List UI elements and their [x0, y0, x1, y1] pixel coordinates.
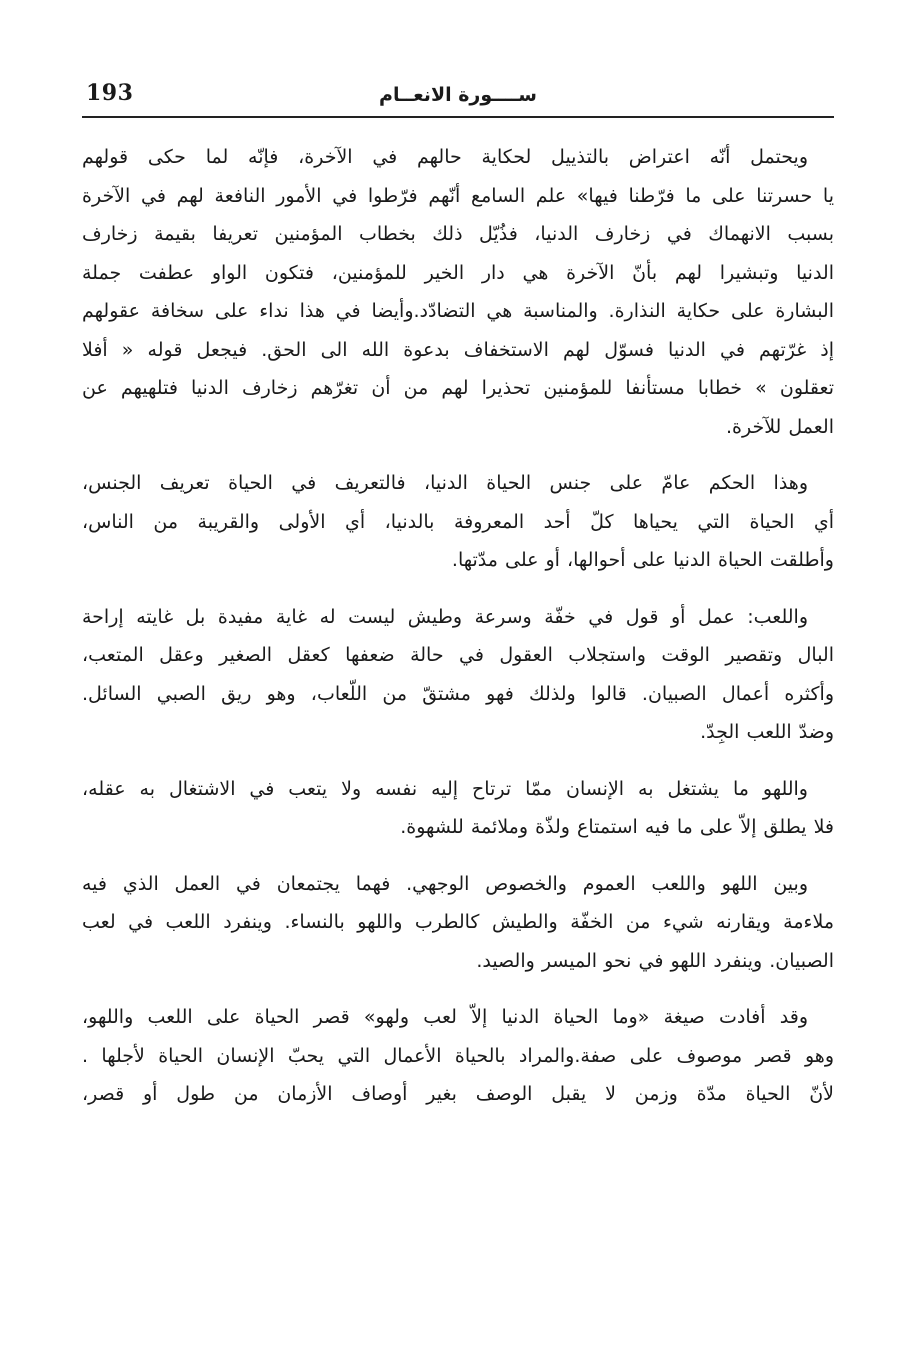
text-line: واللهو ما يشتغل به الإنسان ممّا ترتاح إليه نفسه ولا يتعب في الاشتغال به عقله،	[82, 777, 808, 800]
text-line: وقد أفادت صيغة «وما الحياة الدنيا إلاّ لعب ولهو» قصر الحياة على اللعب واللهو،	[82, 1006, 808, 1028]
text-line: فلا يطلق إلاّ على ما فيه استمتاع ولذّة وملائمة للشهوة.	[400, 816, 834, 838]
text-line: وبين اللهو واللعب العموم والخصوص الوجهي. فهما يجتمعان في العمل الذي فيه	[82, 872, 808, 895]
text-line: يا حسرتنا على ما فرّطنا فيها» علم السامع أنّهم فرّطوا في الأمور النافعة لهم في الآخرة	[82, 184, 834, 207]
text-line: الدنيا وتبشيرا لهم بأنّ الآخرة هي دار الخير للمؤمنين، فتكون الواو عطفت جملة	[82, 261, 834, 284]
page-header	[82, 78, 834, 118]
page-number: 193	[86, 80, 134, 106]
text-line: إذ غرّتهم في الدنيا فسوّل لهم الاستخفاف بدعوة الله الى الحق. فيجعل قوله « أفلا	[82, 338, 834, 361]
text-line: العمل للآخرة.	[726, 415, 834, 438]
text-line: وضدّ اللعب الجِدّ.	[700, 721, 834, 743]
text-line: لأنّ الحياة مدّة وزمن لا يقبل الوصف بغير أوصاف الأزمان من طول أو قصر،	[82, 1083, 834, 1105]
text-line: البشارة على حكاية النذارة. والمناسبة هي التضادّد.وأيضا في هذا نداء على سخافة عقولهم	[82, 300, 834, 322]
text-line: بسبب الانهماك في زخارف الدنيا، فذُيّل ذلك بخطاب المؤمنين تعريفا بقيمة زخارف	[82, 223, 834, 245]
text-line: البال وتقصير الوقت واستجلاب العقول في حالة ضعفها كعقل الصغير وعقل المتعب،	[82, 644, 834, 666]
page-body	[82, 138, 834, 1114]
running-title: ســــورة الانعــام	[379, 84, 537, 106]
paragraph	[82, 598, 834, 752]
text-line: وأكثره أعمال الصبيان. قالوا ولذلك فهو مشتقّ من اللّعاب، وهو ريق الصبي السائل.	[82, 682, 834, 705]
text-line: وهو قصر موصوف على صفة.والمراد بالحياة الأعمال التي يحبّ الإنسان الحياة لأجلها .	[82, 1044, 834, 1067]
paragraph	[82, 138, 834, 446]
text-line: وهذا الحكم عامّ على جنس الحياة الدنيا، فالتعريف في الحياة تعريف الجنس،	[82, 472, 808, 494]
text-line: أي الحياة التي يحياها كلّ أحد المعروفة بالدنيا، أي الأولى والقريبة من الناس،	[82, 510, 834, 533]
paragraph	[82, 998, 834, 1114]
text-line: وأطلقت الحياة الدنيا على أحوالها، أو على مدّتها.	[451, 549, 834, 571]
paragraph	[82, 464, 834, 580]
text-line: ويحتمل أنّه اعتراض بالتذييل لحكاية حالهم في الآخرة، فإنّه لما حكى قولهم	[82, 146, 808, 168]
text-line: واللعب: عمل أو قول في خفّة وسرعة وطيش ليست له غاية مفيدة بل غايته إراحة	[82, 605, 808, 628]
text-line: الصبيان. وينفرد اللهو في نحو الميسر والصيد.	[476, 949, 834, 972]
text-line: تعقلون » خطابا مستأنفا للمؤمنين تحذيرا لهم من أن تغرّهم زخارف الدنيا فتلهيهم عن	[82, 377, 834, 399]
paragraph	[82, 770, 834, 847]
text-line: ملاءمة ويقارنه شيء من الخفّة والطيش كالطرب واللهو بالنساء. وينفرد اللعب في لعب	[82, 911, 834, 933]
paragraph	[82, 865, 834, 981]
